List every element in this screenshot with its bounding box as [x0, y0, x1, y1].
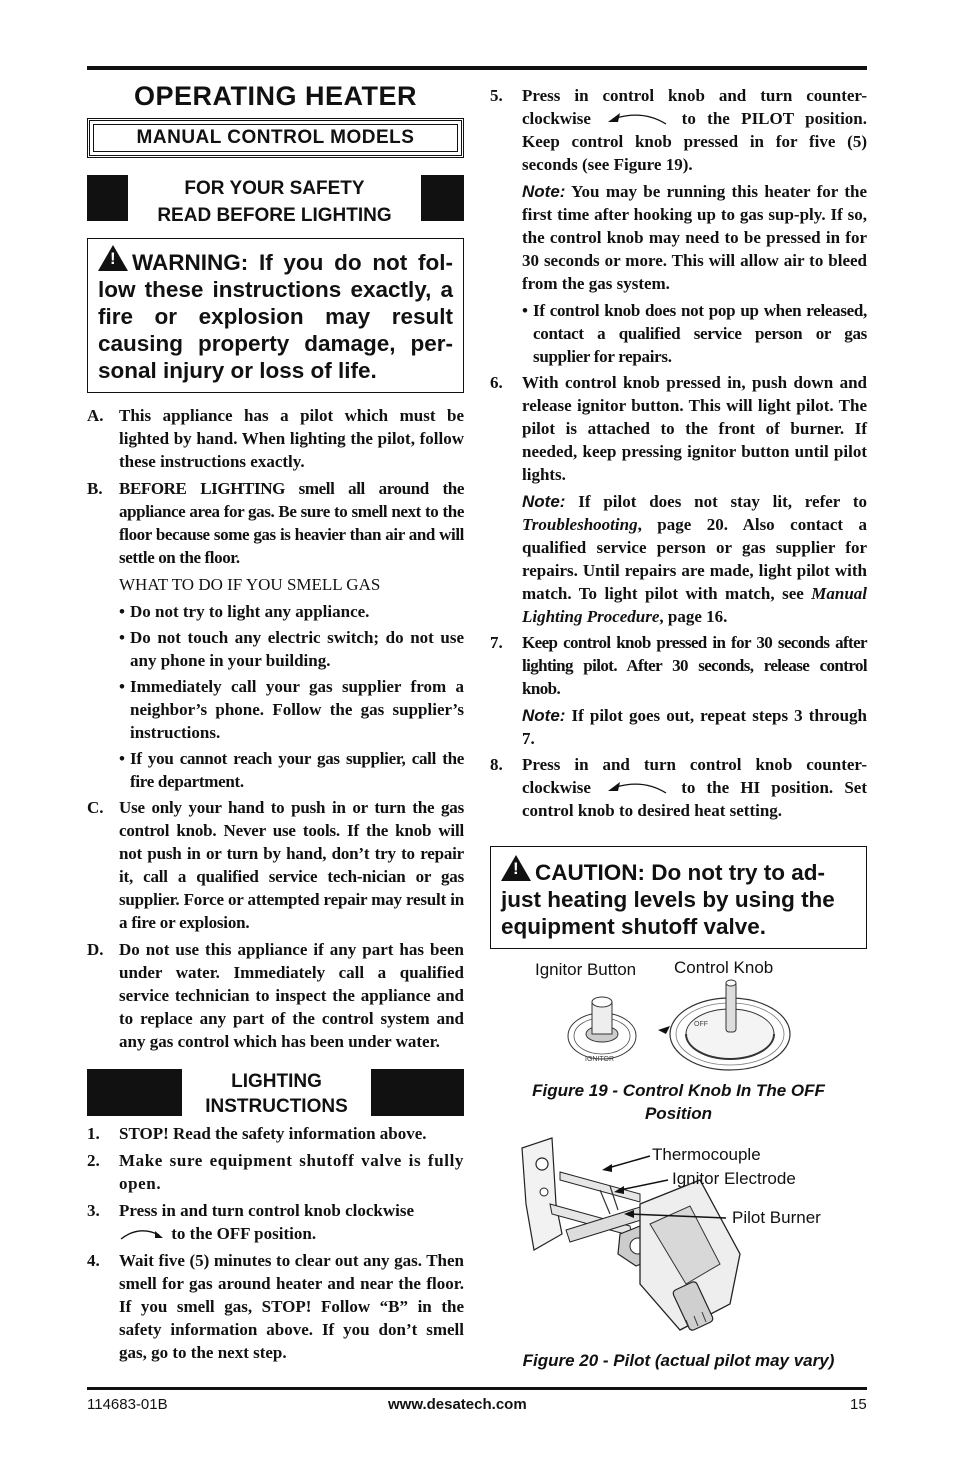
figure-20-caption: Figure 20 - Pilot (actual pilot may vary)	[522, 1351, 835, 1370]
step-label: 1.	[87, 1124, 100, 1143]
safety-heading-line1: FOR YOUR SAFETY	[184, 178, 365, 199]
step-text	[522, 84, 867, 176]
item-label: B.	[87, 479, 103, 498]
list-item	[490, 753, 867, 822]
item-text: This appliance has a pilot which must be lighted by hand. When lighting the pilot, follow these instructions exactly.	[119, 406, 464, 471]
caution-text: : Do not try to ad-just heating levels by using the equipment shutoff valve.	[501, 860, 835, 939]
counterclockwise-arrow-icon	[604, 779, 668, 795]
figure-20	[490, 1134, 867, 1374]
safety-banner	[87, 175, 464, 226]
bullet-item: • Do not touch any electric switch; do not use any phone in your building.	[119, 628, 464, 670]
counterclockwise-arrow-icon	[604, 110, 668, 126]
item-label: D.	[87, 940, 104, 959]
list-item	[490, 84, 867, 176]
bullet-text: Do not try to light any appliance.	[130, 602, 370, 621]
ignitor-button-label: Ignitor Button	[535, 960, 637, 979]
note-text: , page 16.	[659, 607, 728, 626]
list-item	[87, 796, 464, 934]
pilot-burner-label: Pilot Burner	[732, 1208, 821, 1227]
bullet-text: If you cannot reach your gas supplier, call the fire department.	[130, 749, 464, 791]
bullet-text: Do not touch any electric switch; do not use any phone in your building.	[130, 628, 464, 670]
item-text: BEFORE LIGHTING smell all around the appliance area for gas. Be sure to smell next to the floor because some gas is heavier than air and will settle on the floor.	[119, 479, 464, 567]
banner-block-right	[371, 1069, 464, 1116]
safety-list	[87, 404, 464, 1053]
step-text: With control knob pressed in, push down and release ignitor button. This will light pilot. The pilot is attached to the front of burner. If needed, keep pressing ignitor button until pilot lights.	[522, 373, 867, 484]
caption-line: Position	[644, 1104, 713, 1123]
caution-label: CAUTION	[535, 860, 638, 885]
banner-block-left	[87, 1069, 182, 1116]
step-text: Keep control knob pressed in for 30 seconds after lighting pilot. After 30 seconds, release control knob.	[522, 633, 867, 698]
step-text: Make sure equipment shutoff valve is fully open.	[119, 1151, 464, 1193]
banner-block-right	[421, 175, 464, 221]
section-subtitle: MANUAL CONTROL MODELS	[87, 118, 464, 158]
lighting-heading-line1: LIGHTING	[231, 1071, 322, 1092]
item-text: Do not use this appliance if any part has been under water. Immediately call a qualified service technician to inspect the appliance and to replace any part of the control system and any gas control which has been under water.	[119, 940, 464, 1051]
caution-box	[490, 846, 867, 949]
step-text	[119, 1199, 464, 1245]
thermocouple-label: Thermocouple	[652, 1145, 761, 1164]
list-item	[87, 477, 464, 569]
bullet-item: • Do not try to light any appliance.	[87, 600, 464, 623]
list-item	[87, 938, 464, 1053]
lighting-steps	[87, 1122, 464, 1364]
list-item	[87, 1122, 464, 1145]
left-column	[87, 80, 464, 1364]
note-reference: Troubleshooting	[522, 515, 638, 534]
note-reference: Manual Lighting Procedure	[522, 584, 867, 626]
figure-19-caption	[490, 1079, 867, 1125]
step-label: 2.	[87, 1151, 100, 1170]
note-text: , page 20. Also contact a qualified service person or gas supplier for repairs. Until repairs are made, light pilot with match. To light pilot with match, see	[522, 515, 867, 603]
caution-icon	[501, 855, 531, 881]
off-small-label: OFF	[694, 1021, 708, 1028]
step-text-part: to the PILOT position. Keep control knob pressed in for five (5) seconds (see Figure 19).	[522, 109, 868, 174]
list-item	[87, 1249, 464, 1364]
step-text-part: Press in and turn control knob counter-clockwise	[522, 755, 867, 797]
note-text: If pilot does not stay lit, refer to	[565, 492, 867, 511]
bullet-item: • If control knob does not pop up when released, contact a qualified service person or gas supplier for repairs.	[522, 301, 867, 366]
warning-icon	[98, 245, 128, 271]
list-item	[87, 1149, 464, 1195]
step-label: 5.	[490, 86, 503, 105]
right-column	[490, 84, 867, 949]
ignitor-small-label: IGNITOR	[585, 1056, 615, 1063]
bullet-item: • If you cannot reach your gas supplier, call the fire department.	[119, 749, 464, 791]
caption-line: Figure 19 - Control Knob In The OFF	[532, 1081, 825, 1100]
item-label: C.	[87, 798, 104, 817]
note-label: Note:	[522, 492, 566, 511]
safety-heading-line2: READ BEFORE LIGHTING	[157, 205, 392, 226]
step-text	[522, 753, 867, 822]
top-rule	[87, 66, 867, 70]
step-label: 7.	[490, 633, 503, 652]
page-number: 15	[850, 1396, 867, 1413]
step-text: STOP! Read the safety information above.	[119, 1124, 427, 1143]
step-text: Wait five (5) minutes to clear out any gas. Then smell for gas around heater and near the floor. If you smell gas, STOP! Follow “B” in the safety information above. If you don’t smell gas, go to the next step.	[119, 1251, 464, 1362]
note	[490, 704, 867, 750]
note-label: Note:	[522, 706, 566, 725]
lighting-banner	[87, 1069, 464, 1116]
safety-heading	[128, 175, 421, 226]
smell-gas-heading: WHAT TO DO IF YOU SMELL GAS	[119, 575, 381, 594]
figure-19	[490, 950, 867, 1130]
step-text-part: to the OFF position.	[171, 1224, 317, 1243]
warning-box	[87, 238, 464, 393]
item-label: A.	[87, 406, 104, 425]
lighting-heading	[182, 1069, 371, 1116]
list-item	[87, 1199, 464, 1245]
page-title: OPERATING HEATER	[133, 81, 417, 111]
bullet-text: If control knob does not pop up when released, contact a qualified service person or gas supplier for repairs.	[533, 301, 867, 366]
note-text: You may be running this heater for the first time after hooking up to gas sup-ply. If so, the control knob may need to be pressed in for 30 seconds or more. This will allow air to bleed from the gas system.	[522, 182, 867, 293]
website-link[interactable]: www.desatech.com	[388, 1396, 527, 1413]
list-item	[490, 371, 867, 486]
step-label: 3.	[87, 1201, 100, 1220]
step-text-part: to the HI position. Set control knob to desired heat setting.	[522, 778, 867, 820]
note	[490, 490, 867, 628]
item-text: Use only your hand to push in or turn the gas control knob. Never use tools. If the knob will not push in or turn by hand, don’t try to repair it, call a qualified service tech-nician or gas supplier. Force or attempted repair may result in a fire or explosion.	[119, 798, 464, 932]
step-text-part: Press in control knob and turn counter-clockwise	[522, 86, 867, 128]
warning-text: : If you do not fol-low these instructions exactly, a fire or explosion may result causing property damage, per-sonal injury or loss of life.	[98, 250, 453, 383]
note-label: Note:	[522, 182, 566, 201]
control-knob-label: Control Knob	[674, 958, 774, 977]
pilot-assembly-drawing	[490, 1134, 867, 1344]
bullet-text: Immediately call your gas supplier from a neighbor’s phone. Follow the gas supplier’s instructions.	[130, 677, 464, 742]
step-text-part: Press in and turn control knob clockwise	[119, 1201, 415, 1220]
clockwise-arrow-icon	[119, 1225, 167, 1241]
step-label: 6.	[490, 373, 503, 392]
banner-block-left	[87, 175, 128, 221]
note-text: If pilot goes out, repeat steps 3 through 7.	[522, 706, 867, 748]
step-label: 8.	[490, 755, 503, 774]
bottom-rule	[87, 1387, 867, 1390]
note	[490, 180, 867, 295]
bullet-item: • Immediately call your gas supplier from a neighbor’s phone. Follow the gas supplier’s instructions.	[119, 677, 464, 742]
step-label: 4.	[87, 1251, 100, 1270]
list-item	[490, 631, 867, 700]
warning-label: WARNING	[132, 250, 241, 275]
lighting-heading-line2: INSTRUCTIONS	[205, 1096, 348, 1117]
doc-number: 114683-01B	[87, 1396, 168, 1413]
list-item	[87, 404, 464, 473]
ignitor-electrode-label: Ignitor Electrode	[672, 1169, 796, 1188]
